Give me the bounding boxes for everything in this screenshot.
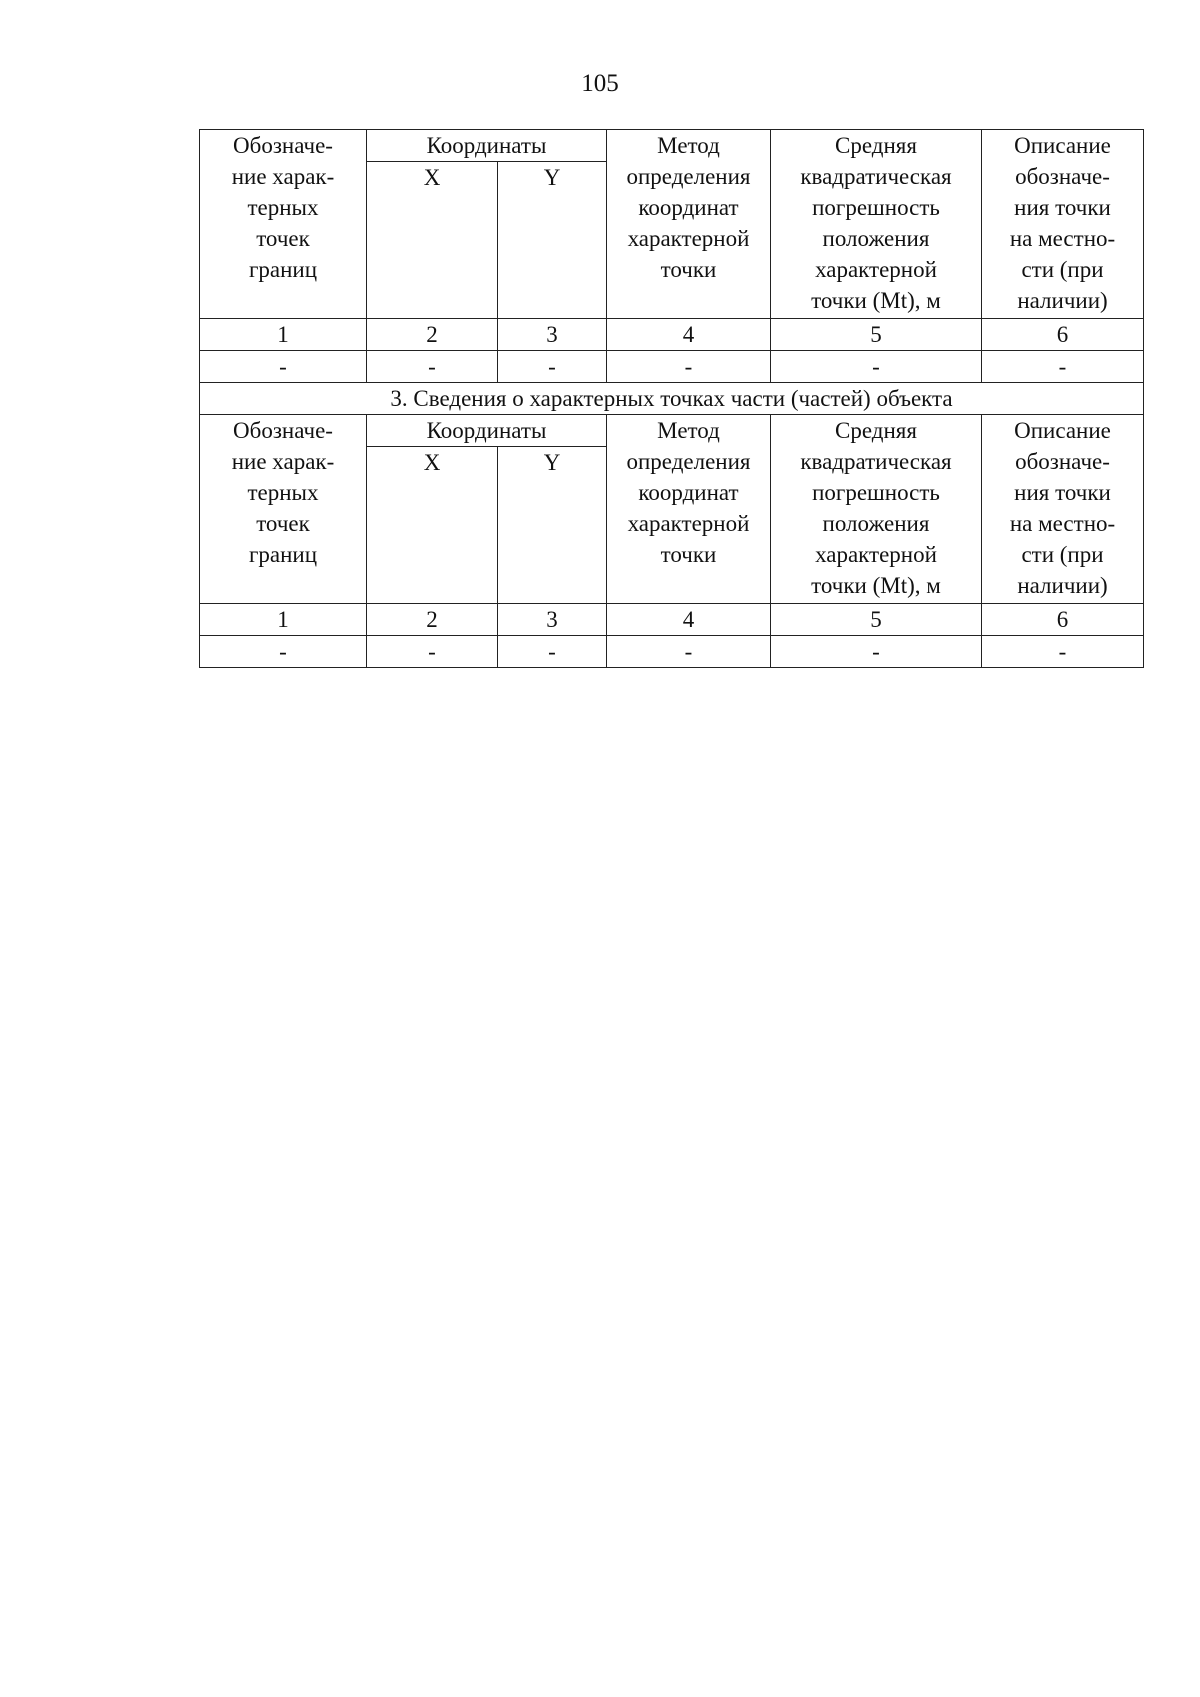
- table-cell: -: [200, 636, 367, 668]
- table-cell: -: [367, 351, 498, 383]
- header-error: Средняя квадратическая погрешность положения характерной точки (Mt), м: [771, 415, 982, 604]
- column-number-row: [200, 604, 1144, 636]
- column-number: 3: [498, 319, 607, 351]
- header-y: Y: [498, 162, 607, 319]
- header-method: Метод определения координат характерной точки: [607, 415, 771, 604]
- header-y: Y: [498, 447, 607, 604]
- column-number: 4: [607, 319, 771, 351]
- header-description: Описание обозначе- ния точки на местно- сти (при наличии): [982, 415, 1144, 604]
- characteristic-points-table: [199, 129, 1144, 668]
- column-number: 4: [607, 604, 771, 636]
- column-number: 5: [771, 319, 982, 351]
- column-number: 2: [367, 319, 498, 351]
- table-cell: -: [367, 636, 498, 668]
- column-number: 1: [200, 319, 367, 351]
- header-coordinates: Координаты: [367, 130, 607, 162]
- column-number: 2: [367, 604, 498, 636]
- header-x: X: [367, 162, 498, 319]
- header-coordinates: Координаты: [367, 415, 607, 447]
- header-description: Описание обозначе- ния точки на местно- сти (при наличии): [982, 130, 1144, 319]
- table-cell: -: [200, 351, 367, 383]
- header-error: Средняя квадратическая погрешность положения характерной точки (Mt), м: [771, 130, 982, 319]
- column-number: 6: [982, 604, 1144, 636]
- page-number: 105: [581, 70, 619, 97]
- column-number: 5: [771, 604, 982, 636]
- column-number-row: [200, 319, 1144, 351]
- section-title: 3. Сведения о характерных точках части (частей) объекта: [200, 383, 1144, 415]
- table-cell: -: [607, 351, 771, 383]
- header-row: [200, 130, 1144, 162]
- table-cell: -: [498, 351, 607, 383]
- table-cell: -: [771, 351, 982, 383]
- table-cell: -: [498, 636, 607, 668]
- header-designation: Обозначе- ние харак- терных точек границ: [200, 130, 367, 319]
- table-row: [200, 636, 1144, 668]
- table-cell: -: [982, 636, 1144, 668]
- section-title-row: [200, 383, 1144, 415]
- column-number: 3: [498, 604, 607, 636]
- header-method: Метод определения координат характерной точки: [607, 130, 771, 319]
- header-designation: Обозначе- ние харак- терных точек границ: [200, 415, 367, 604]
- header-x: X: [367, 447, 498, 604]
- column-number: 1: [200, 604, 367, 636]
- table-cell: -: [607, 636, 771, 668]
- table-cell: -: [771, 636, 982, 668]
- table-cell: -: [982, 351, 1144, 383]
- header-row: [200, 415, 1144, 447]
- table-row: [200, 351, 1144, 383]
- column-number: 6: [982, 319, 1144, 351]
